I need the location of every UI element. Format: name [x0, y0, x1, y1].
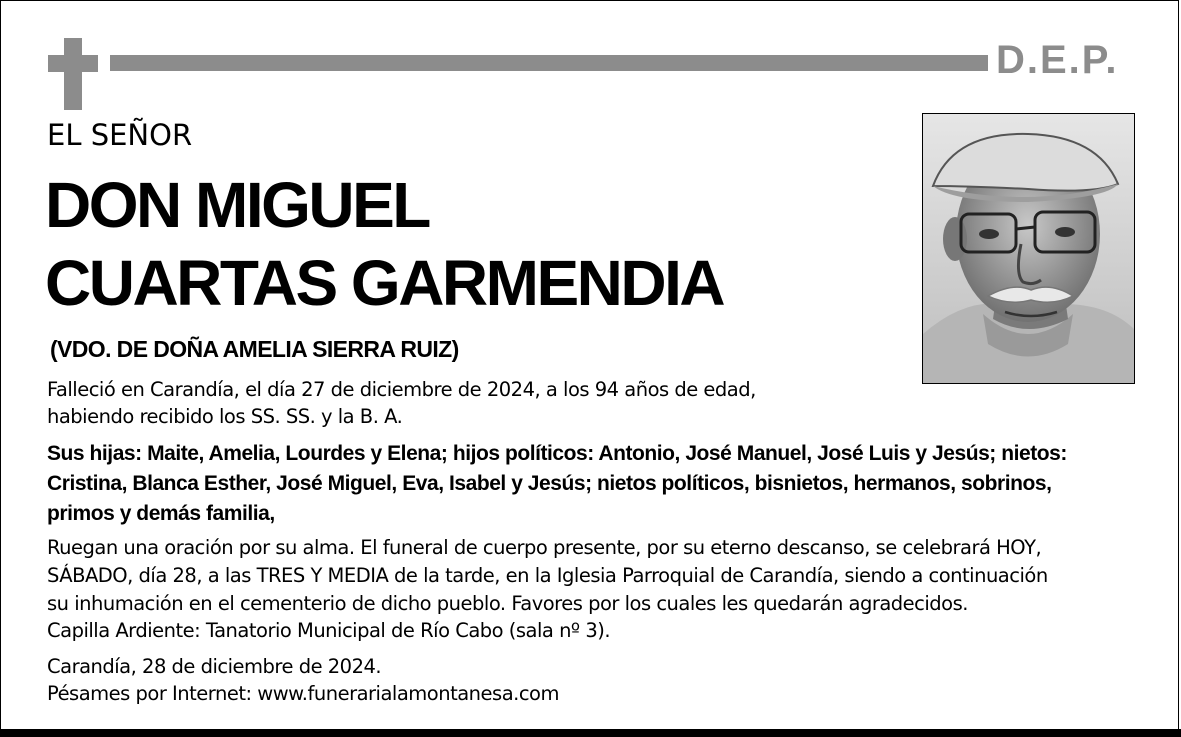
honorific: EL SEÑOR [47, 118, 193, 152]
ceremony-line2: SÁBADO, día 28, a las TRES Y MEDIA de la tarde, en la Iglesia Parroquial de Carandía, siendo a continuación [47, 564, 1048, 587]
deceased-name-line1: DON MIGUEL [45, 169, 429, 241]
family-line3: primos y demás familia, [47, 502, 275, 525]
header-rule [110, 55, 988, 71]
family-line1: Sus hijas: Maite, Amelia, Lourdes y Elena; hijos políticos: Antonio, José Manuel, José Luis y Jesús; nietos: [47, 442, 1067, 465]
death-notice-line1: Falleció en Carandía, el día 27 de diciembre de 2024, a los 94 años de edad, [47, 378, 756, 401]
cross-icon [48, 38, 98, 110]
family-line2: Cristina, Blanca Esther, José Miguel, Eva, Isabel y Jesús; nietos políticos, bisnietos, hermanos, sobrinos, [47, 472, 1052, 495]
deceased-name [45, 166, 723, 322]
condolences-link: Pésames por Internet: www.funerarialamontanesa.com [47, 682, 559, 705]
bottom-border [0, 729, 1181, 737]
ceremony-line1: Ruegan una oración por su alma. El funeral de cuerpo presente, por su eterno descanso, se celebrará HOY, [47, 536, 1042, 559]
widow-note: (VDO. DE DOÑA AMELIA SIERRA RUIZ) [50, 336, 459, 362]
portrait-photo [922, 113, 1135, 384]
chapel-info: Capilla Ardiente: Tanatorio Municipal de Río Cabo (sala nº 3). [47, 619, 611, 642]
ceremony-line3: su inhumación en el cementerio de dicho pueblo. Favores por los cuales les quedarán agradecidos. [47, 592, 968, 615]
dep-label: D.E.P. [996, 38, 1119, 82]
death-notice-line2: habiendo recibido los SS. SS. y la B. A. [47, 405, 403, 428]
portrait-icon [923, 114, 1134, 383]
place-date: Carandía, 28 de diciembre de 2024. [47, 655, 382, 678]
deceased-name-line2: CUARTAS GARMENDIA [45, 247, 724, 319]
